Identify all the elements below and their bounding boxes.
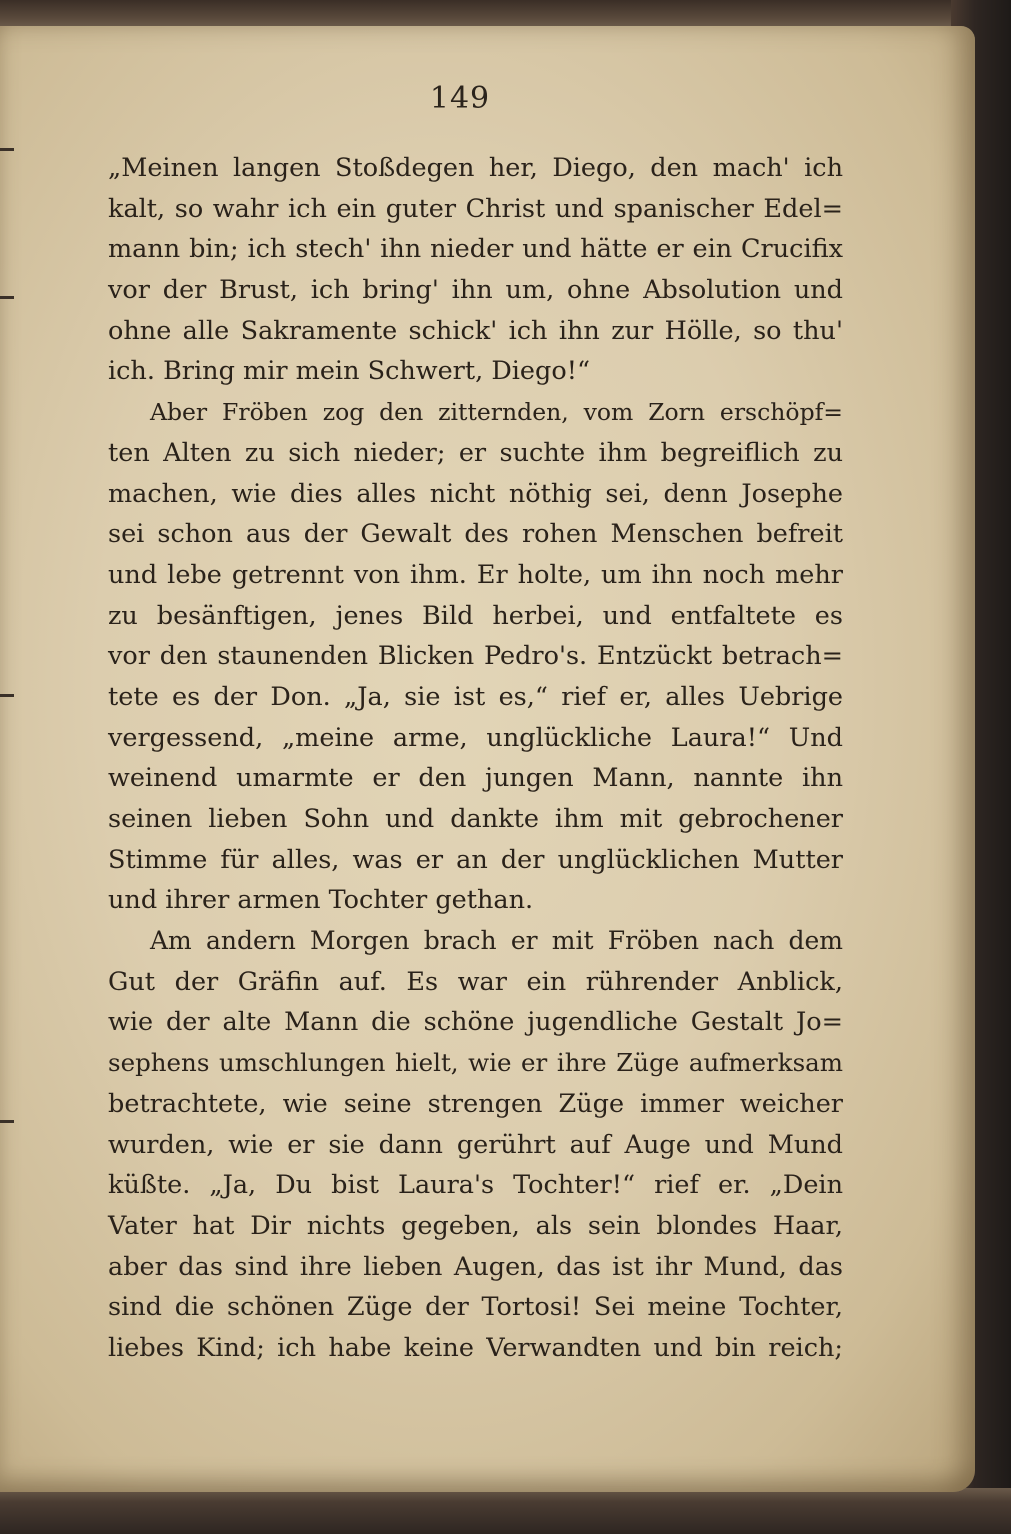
text-line: mann bin; ich stech' ihn nieder und hätte er ein Crucifix — [108, 234, 843, 265]
text-line: Gut der Gräfin auf. Es war ein rührender Anblick, — [108, 966, 843, 997]
text-line: ten Alten zu sich nieder; er suchte ihm begreiflich zu — [108, 437, 843, 468]
margin-mark — [0, 1120, 14, 1123]
text-line: aber das sind ihre lieben Augen, das ist ihr Mund, das — [108, 1251, 843, 1282]
text-line: weinend umarmte er den jungen Mann, nannte ihn — [108, 763, 843, 794]
page-number: 149 — [429, 81, 491, 116]
text-line: wie der alte Mann die schöne jugendliche Gestalt Jo= — [108, 1007, 843, 1038]
text-line: machen, wie dies alles nicht nöthig sei, denn Josephe — [108, 478, 843, 509]
body-text — [108, 148, 843, 1369]
text-line: küßte. „Ja, Du bist Laura's Tochter!“ rief er. „Dein — [108, 1170, 843, 1201]
text-line: Vater hat Dir nichts gegeben, als sein blondes Haar, — [108, 1210, 843, 1241]
text-line: sei schon aus der Gewalt des rohen Menschen befreit — [108, 519, 843, 550]
text-line: vergessend, „meine arme, unglückliche Laura!“ Und — [108, 722, 843, 753]
text-line: und ihrer armen Tochter gethan. — [108, 885, 534, 916]
text-line: ohne alle Sakramente schick' ich ihn zur Hölle, so thu' — [108, 315, 843, 346]
text-line: vor der Brust, ich bring' ihn um, ohne Absolution und — [108, 275, 843, 306]
text-line: sind die schönen Züge der Tortosi! Sei meine Tochter, — [108, 1292, 843, 1323]
margin-mark — [0, 148, 14, 151]
binding-bottom-edge — [0, 1488, 1011, 1534]
text-line: Am andern Morgen brach er mit Fröben nach dem — [150, 926, 843, 956]
text-line: vor den staunenden Blicken Pedro's. Entzückt betrach= — [108, 641, 843, 672]
text-line: tete es der Don. „Ja, sie ist es,“ rief er, alles Uebrige — [108, 681, 843, 712]
margin-mark — [0, 694, 14, 697]
book-page — [0, 26, 975, 1492]
text-line: kalt, so wahr ich ein guter Christ und spanischer Edel= — [108, 193, 843, 224]
text-line: zu besänftigen, jenes Bild herbei, und entfaltete es — [108, 600, 843, 631]
text-line: Aber Fröben zog den zitternden, vom Zorn erschöpf= — [150, 398, 843, 427]
text-line: liebes Kind; ich habe keine Verwandten und bin reich; — [108, 1332, 843, 1363]
text-line: Stimme für alles, was er an der unglücklichen Mutter — [108, 844, 843, 875]
text-line: ich. Bring mir mein Schwert, Diego!“ — [108, 356, 590, 387]
text-line: „Meinen langen Stoßdegen her, Diego, den mach' ich — [108, 153, 843, 183]
text-line: seinen lieben Sohn und dankte ihm mit gebrochener — [108, 804, 843, 834]
margin-mark — [0, 296, 14, 299]
text-line: sephens umschlungen hielt, wie er ihre Züge aufmerksam — [108, 1048, 843, 1078]
text-line: wurden, wie er sie dann gerührt auf Auge und Mund — [108, 1129, 843, 1160]
text-line: und lebe getrennt von ihm. Er holte, um ihn noch mehr — [108, 559, 843, 590]
text-line: betrachtete, wie seine strengen Züge immer weicher — [108, 1088, 843, 1119]
